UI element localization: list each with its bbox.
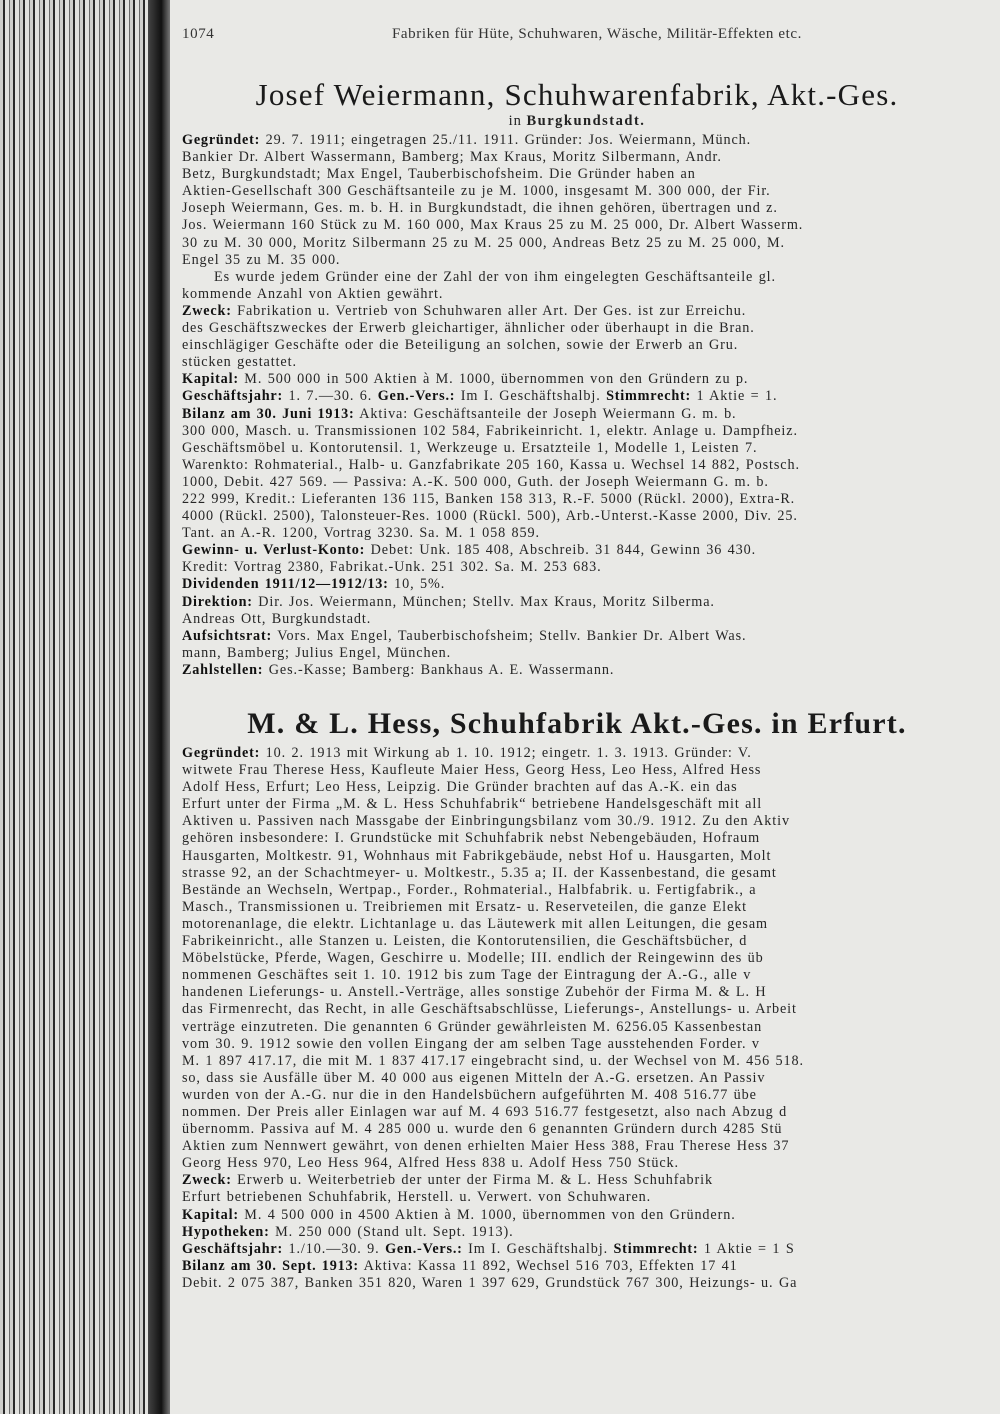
entry-line — [182, 1189, 972, 1206]
entry-text: Im I. Geschäftshalbj. — [455, 388, 607, 405]
entry-line — [182, 440, 972, 457]
entry-line — [182, 830, 972, 847]
entry-line — [182, 662, 972, 679]
entry-text: 29. 7. 1911; eingetragen 25./11. 1911. Gründer: Jos. Weiermann, Münch. — [260, 132, 752, 148]
entry-line — [182, 984, 972, 1001]
entry-line — [182, 762, 972, 779]
entry-label: Geschäftsjahr: — [182, 388, 284, 405]
company1-title: Josef Weiermann, Schuhwarenfabrik, Akt.-Ges. — [255, 77, 899, 112]
entry-line — [182, 286, 972, 303]
entry-line — [182, 217, 972, 234]
entry-line — [182, 916, 972, 933]
entry-line — [182, 1087, 972, 1104]
entry-line — [182, 388, 972, 405]
entry-text: kommende Anzahl von Aktien gewährt. — [182, 285, 444, 302]
entry-line — [182, 337, 972, 354]
entry-line — [182, 1155, 972, 1172]
entry-text: 222 999, Kredit.: Lieferanten 136 115, Banken 158 313, R.-F. 5000 (Rückl. 2000), Extra-R. — [182, 490, 796, 507]
entry-line — [182, 1258, 972, 1275]
entry-label: Gen.-Vers.: — [377, 388, 456, 405]
entry-text: Erfurt betriebenen Schuhfabrik, Herstell. u. Verwert. von Schuhwaren. — [182, 1189, 652, 1206]
entry-text: Debit. 2 075 387, Banken 351 820, Waren 1 397 629, Grundstück 767 300, Heizungs- u. Ga — [182, 1274, 798, 1291]
entry-label: Zahlstellen: — [182, 661, 264, 678]
entry-line — [182, 594, 972, 611]
entry-text: übernomm. Passiva auf M. 4 285 000 u. wurde den 6 genannten Gründern durch 4285 Stü — [182, 1121, 783, 1138]
entry-line — [182, 628, 972, 645]
entry-line — [182, 474, 972, 491]
entry-text: Geschäftsmöbel u. Kontorutensil. 1, Werkzeuge u. Ersatzteile 1, Modelle 1, Leisten 7. — [182, 439, 758, 456]
entry-label: Gegründet: — [182, 132, 261, 148]
entry-line — [182, 645, 972, 662]
entry-text: Betz, Burgkundstadt; Max Engel, Tauberbischofsheim. Die Gründer haben an — [182, 166, 696, 183]
entry-text: witwete Frau Therese Hess, Kaufleute Maier Hess, Georg Hess, Leo Hess, Alfred Hess — [182, 762, 762, 779]
entry-text: Jos. Weiermann 160 Stück zu M. 160 000, Max Kraus 25 zu M. 25 000, Dr. Albert Wasserm. — [182, 217, 804, 234]
entry-line — [182, 354, 972, 371]
entry-label: Gewinn- u. Verlust-Konto: — [182, 542, 366, 559]
entry-text: Ges.-Kasse; Bamberg: Bankhaus A. E. Wassermann. — [263, 661, 615, 678]
entry-text: so, dass sie Ausfälle über M. 40 000 aus eigenen Mitteln der A.-G. ersetzen. An Passiv — [182, 1069, 766, 1086]
entry-text: nommenen Geschäftes seit 1. 10. 1912 bis zum Tage der Eintragung der A.-G., alle v — [182, 967, 752, 984]
entry-label: Gegründet: — [182, 745, 261, 761]
entry-text: M. 1 897 417.17, die mit M. 1 837 417.17 eingebracht sind, u. der Wechsel von M. 456 518. — [182, 1052, 804, 1069]
entry-line — [182, 882, 972, 899]
entry-line — [182, 611, 972, 628]
entry-line — [182, 1070, 972, 1087]
entry-text: verträge einzutreten. Die genannten 6 Gründer gewährleisten M. 6256.05 Kassenbestan — [182, 1018, 763, 1035]
entry-label: Kapital: — [182, 371, 239, 388]
entry-line — [182, 542, 972, 559]
entry-label: Bilanz am 30. Sept. 1913: — [182, 1257, 359, 1274]
entry-line — [182, 269, 972, 286]
entry-line — [182, 491, 972, 508]
entry-line — [182, 200, 972, 217]
entry-text: Möbelstücke, Pferde, Wagen, Geschirre u. Modelle; III. endlich der Reingewinn des üb — [182, 950, 764, 967]
entry-text: 1. 7.—30. 6. — [283, 388, 378, 405]
entry-line — [182, 1224, 972, 1241]
entry-label: Stimmrecht: — [606, 388, 692, 405]
entry-text: motorenanlage, die elektr. Lichtanlage u. das Läutewerk mit allen Leitungen, die gesam — [182, 915, 768, 932]
company2-entry — [182, 745, 972, 1292]
entry-line — [182, 1036, 972, 1053]
entry-line — [182, 303, 972, 320]
entry-text: Adolf Hess, Erfurt; Leo Hess, Leipzig. Die Gründer brachten auf das A.-K. ein das — [182, 779, 738, 796]
entry-line — [182, 149, 972, 166]
entry-text: 10. 2. 1913 mit Wirkung ab 1. 10. 1912; eingetr. 1. 3. 1913. Gründer: V. — [260, 745, 752, 761]
entry-text: Georg Hess 970, Leo Hess 964, Alfred Hess 838 u. Adolf Hess 750 Stück. — [182, 1155, 679, 1172]
entry-text: handenen Lieferungs- u. Anstell.-Verträge, alles sonstige Zubehör der Firma M. & L. H — [182, 984, 767, 1001]
entry-text: Kredit: Vortrag 2380, Fabrikat.-Unk. 251 302. Sa. M. 253 683. — [182, 559, 602, 576]
entry-text: Aktiven u. Passiven nach Massgabe der Einbringungsbilanz vom 30./9. 1912. Zu den Aktiv — [182, 813, 790, 830]
entry-text: Erwerb u. Weiterbetrieb der unter der Firma M. & L. Hess Schuhfabrik — [231, 1172, 713, 1189]
entry-line — [182, 371, 972, 388]
entry-text: 1 Aktie = 1 S — [698, 1240, 795, 1257]
entry-text: vom 30. 9. 1912 sowie den vollen Eingang der am selben Tage ausstehenden Forder. v — [182, 1035, 760, 1052]
entry-text: 10, 5%. — [388, 576, 446, 593]
entry-text: des Geschäftszweckes der Erwerb gleichartiger, ähnlicher oder überhaupt in die Bran. — [182, 320, 755, 337]
entry-line — [182, 1172, 972, 1189]
entry-text: das Firmenrecht, das Recht, in alle Geschäftsabschlüsse, Lieferungs-, Anstellungs- u. Arbeit — [182, 1001, 797, 1018]
entry-text: Masch., Transmissionen u. Treibriemen mit Ersatz- u. Reserveteilen, die ganze Elekt — [182, 898, 748, 915]
entry-text: Tant. an A.-R. 1200, Vortrag 3230. Sa. M. 1 058 859. — [182, 525, 540, 542]
entry-text: mann, Bamberg; Julius Engel, München. — [182, 644, 452, 661]
company1-entry — [182, 132, 972, 679]
entry-line — [182, 166, 972, 183]
entry-line — [182, 899, 972, 916]
entry-line — [182, 406, 972, 423]
entry-line — [182, 1241, 972, 1258]
entry-line — [182, 183, 972, 200]
entry-line — [182, 1275, 972, 1292]
entry-line — [182, 1019, 972, 1036]
document-page — [182, 26, 972, 1401]
entry-line — [182, 525, 972, 542]
entry-text: 300 000, Masch. u. Transmissionen 102 584, Fabrikeinricht. 1, elektr. Anlage u. Dampfheiz. — [182, 422, 798, 439]
page-number: 1074 — [182, 26, 215, 42]
book-binding-gutter — [0, 0, 170, 1414]
entry-line — [182, 1138, 972, 1155]
entry-text: strasse 92, an der Schachtmeyer- u. Moltkestr., 5.35 a; II. der Kassenbestand, die gesamt — [182, 864, 777, 881]
entry-text: Hausgarten, Moltkestr. 91, Wohnhaus mit Fabrikgebäude, nebst Hof u. Hausgarten, Molt — [182, 847, 772, 864]
entry-text: 4000 (Rückl. 2500), Talonsteuer-Res. 1000 (Rückl. 500), Arb.-Unterst.-Kasse 2000, Div. 25. — [182, 508, 798, 525]
entry-label: Geschäftsjahr: — [182, 1240, 284, 1257]
entry-text: nommen. Der Preis aller Einlagen war auf M. 4 693 516.77 festgesetzt, also nach Abzug d — [182, 1103, 788, 1120]
entry-label: Dividenden 1911/12—1912/13: — [182, 576, 389, 593]
running-header — [182, 26, 972, 56]
entry-text: Warenkto: Rohmaterial., Halb- u. Ganzfabrikate 205 160, Kassa u. Wechsel 14 882, Postsch. — [182, 456, 800, 473]
entry-label: Zweck: — [182, 1172, 232, 1189]
entry-label: Zweck: — [182, 302, 232, 319]
company2-title: M. & L. Hess, Schuhfabrik Akt.-Ges. in Erfurt. — [247, 707, 907, 740]
entry-line — [182, 1121, 972, 1138]
entry-text: Aktiva: Kassa 11 892, Wechsel 516 703, Effekten 17 41 — [358, 1257, 738, 1274]
entry-line — [182, 132, 972, 149]
entry-text: M. 250 000 (Stand ult. Sept. 1913). — [269, 1223, 514, 1240]
entry-line — [182, 576, 972, 593]
entry-line — [182, 252, 972, 269]
entry-line — [182, 1001, 972, 1018]
entry-line — [182, 1104, 972, 1121]
entry-text: Vors. Max Engel, Tauberbischofsheim; Stellv. Bankier Dr. Albert Was. — [272, 627, 747, 644]
entry-text: M. 500 000 in 500 Aktien à M. 1000, übernommen von den Gründern zu p. — [238, 371, 749, 388]
entry-line — [182, 967, 972, 984]
location-name: Burgkundstadt. — [526, 113, 646, 129]
entry-text: Engel 35 zu M. 35 000. — [182, 251, 341, 268]
entry-text: 1000, Debit. 427 569. — Passiva: A.-K. 500 000, Guth. der Joseph Weiermann G. m. b. — [182, 473, 769, 490]
entry-line — [182, 865, 972, 882]
entry-label: Direktion: — [182, 593, 253, 610]
entry-text: einschlägiger Geschäfte oder die Beteiligung an solchen, sowie der Erwerb an Gru. — [182, 337, 739, 354]
entry-text: Es wurde jedem Gründer eine der Zahl der von ihm eingelegten Geschäftsanteile gl. — [214, 268, 776, 285]
entry-line — [182, 745, 972, 762]
entry-line — [182, 235, 972, 252]
entry-text: stücken gestattet. — [182, 354, 297, 371]
entry-text: 30 zu M. 30 000, Moritz Silbermann 25 zu M. 25 000, Andreas Betz 25 zu M. 25 000, M. — [182, 234, 785, 251]
entry-text: Dir. Jos. Weiermann, München; Stellv. Max Kraus, Moritz Silberma. — [252, 593, 715, 610]
entry-label: Stimmrecht: — [613, 1240, 699, 1257]
entry-text: Joseph Weiermann, Ges. m. b. H. in Burgkundstadt, die ihnen gehören, übertragen und z. — [182, 200, 778, 217]
entry-text: Aktien zum Nennwert gewährt, von denen erhielten Maier Hess 388, Frau Therese Hess 37 — [182, 1138, 790, 1155]
entry-text: 1./10.—30. 9. — [283, 1240, 386, 1257]
entry-text: Erfurt unter der Firma „M. & L. Hess Schuhfabrik“ betriebene Handelsgeschäft mit all — [182, 796, 763, 813]
entry-text: Bestände an Wechseln, Wertpap., Forder., Rohmaterial., Halbfabrik. u. Fertigfabrik., a — [182, 881, 757, 898]
entry-line — [182, 423, 972, 440]
entry-text: Aktien-Gesellschaft 300 Geschäftsanteile zu je M. 1000, insgesamt M. 300 000, der Fir. — [182, 183, 771, 200]
entry-line — [182, 320, 972, 337]
entry-text: Aktiva: Geschäftsanteile der Joseph Weiermann G. m. b. — [354, 405, 737, 422]
entry-text: wurden von der A.-G. nur die in den Handelsbüchern aufgeführten M. 408 516.77 übe — [182, 1086, 757, 1103]
entry-line — [182, 813, 972, 830]
entry-text: Debet: Unk. 185 408, Abschreib. 31 844, Gewinn 36 430. — [365, 542, 757, 559]
entry-text: Bankier Dr. Albert Wassermann, Bamberg; Max Kraus, Moritz Silbermann, Andr. — [182, 149, 722, 166]
entry-line — [182, 1053, 972, 1070]
entry-line — [182, 933, 972, 950]
entry-text: M. 4 500 000 in 4500 Aktien à M. 1000, übernommen von den Gründern. — [238, 1206, 736, 1223]
entry-text: 1 Aktie = 1. — [691, 388, 778, 405]
entry-label: Hypotheken: — [182, 1223, 270, 1240]
entry-line — [182, 950, 972, 967]
entry-line — [182, 1207, 972, 1224]
entry-line — [182, 508, 972, 525]
company1-location — [182, 112, 972, 130]
entry-line — [182, 848, 972, 865]
entry-label: Aufsichtsrat: — [182, 627, 272, 644]
entry-label: Kapital: — [182, 1206, 239, 1223]
entry-line — [182, 457, 972, 474]
entry-text: Fabrikation u. Vertrieb von Schuhwaren aller Art. Der Ges. ist zur Erreichu. — [231, 302, 747, 319]
entry-line — [182, 559, 972, 576]
entry-text: gehören insbesondere: I. Grundstücke mit Schuhfabrik nebst Nebengebäuden, Hofraum — [182, 830, 761, 847]
entry-label: Gen.-Vers.: — [385, 1240, 463, 1257]
entry-text: Im I. Geschäftshalbj. — [462, 1240, 614, 1257]
entry-line — [182, 779, 972, 796]
entry-label: Bilanz am 30. Juni 1913: — [182, 405, 355, 422]
entry-text: Fabrikeinricht., alle Stanzen u. Leisten, die Kontorutensilien, die Geschäftsbücher, d — [182, 933, 748, 950]
running-title: Fabriken für Hüte, Schuhwaren, Wäsche, Militär-Effekten etc. — [391, 26, 802, 42]
entry-text: Andreas Ott, Burgkundstadt. — [182, 610, 372, 627]
location-prefix: in — [508, 113, 522, 129]
entry-line — [182, 796, 972, 813]
